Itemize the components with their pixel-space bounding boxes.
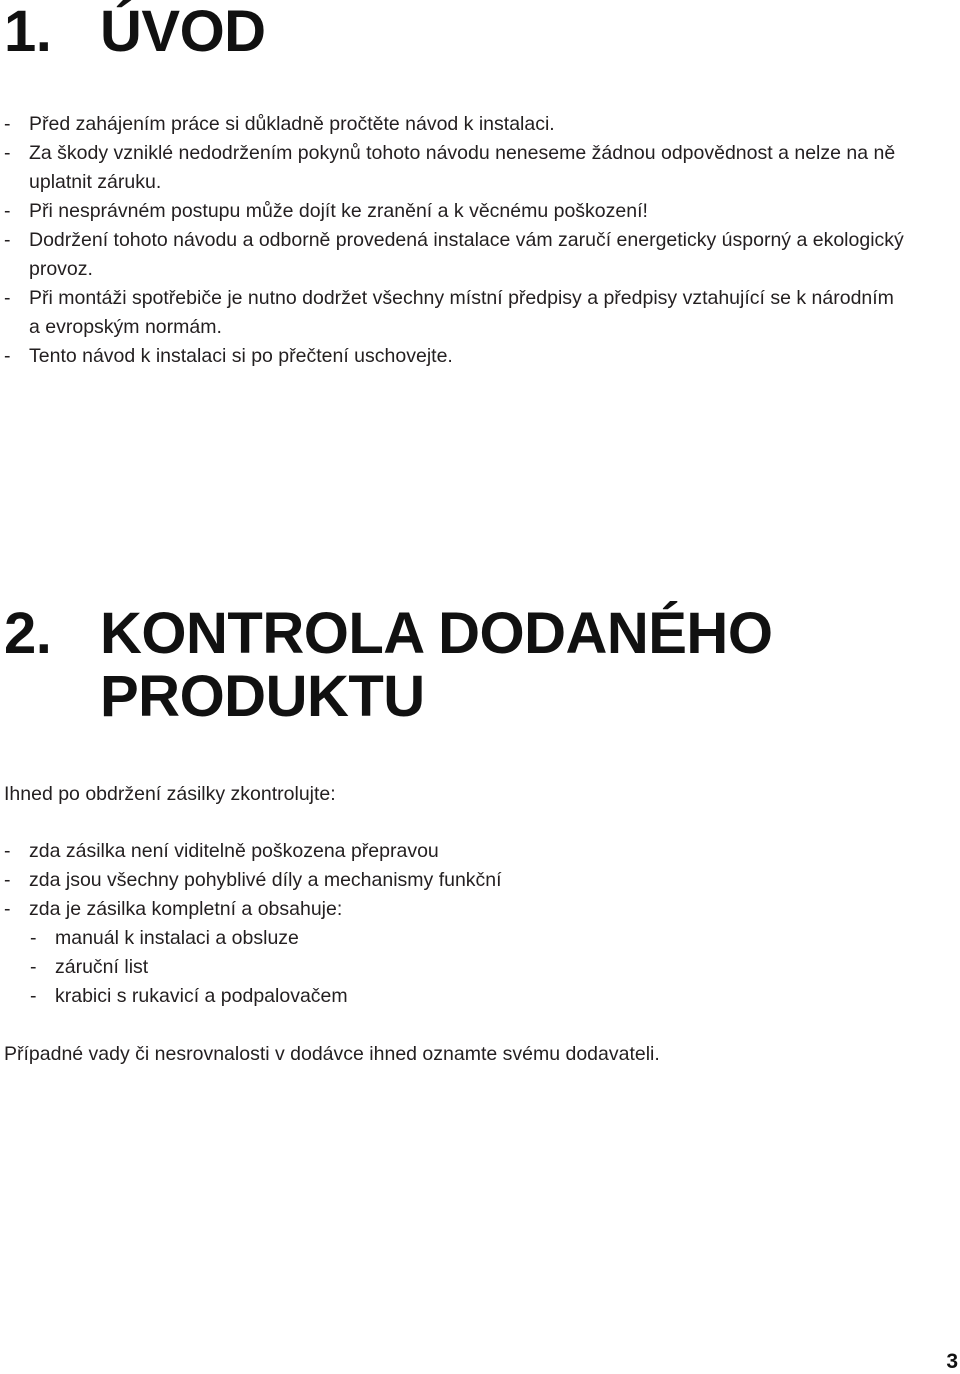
section-1-number: 1. [4,0,52,64]
section-1-title: ÚVOD [100,0,266,64]
list-item-text: Tento návod k instalaci si po přečtení uschovejte. [29,345,453,367]
check-list [4,837,904,1011]
list-item-text: Dodržení tohoto návodu a odborně provedená instalace vám zaručí energeticky úsporný a ekologický provoz. [29,229,904,280]
list-item-text: zda zásilka není viditelně poškozena přepravou [29,840,439,862]
list-item-text: Za škody vzniklé nedodržením pokynů tohoto návodu neneseme žádnou odpovědnost a nelze na ně uplatnit záruku. [29,142,896,193]
list-item [4,197,904,226]
list-dash: - [4,142,11,164]
list-item [4,110,904,139]
list-item [4,866,904,895]
list-item [4,895,904,924]
sub-list-item [4,924,904,953]
sub-list-item-text: manuál k instalaci a obsluze [55,927,299,949]
check-intro-text: Ihned po obdržení zásilky zkontrolujte: [4,783,336,805]
list-item [4,139,904,197]
list-dash: - [30,927,37,949]
list-item-text: zda je zásilka kompletní a obsahuje: [29,898,343,920]
list-item-text: Před zahájením práce si důkladně pročtěte návod k instalaci. [29,113,555,135]
section-1-heading [4,0,266,63]
list-item-text: Při montáži spotřebiče je nutno dodržet všechny místní předpisy a předpisy vztahující se k národním a evropským normám. [29,287,894,338]
sub-list-item-text: záruční list [55,956,149,978]
list-item [4,284,904,342]
list-dash: - [4,345,11,367]
list-item-text: Při nesprávném postupu může dojít ke zranění a k věcnému poškození! [29,200,648,222]
list-dash: - [4,287,11,309]
section-2-heading [4,602,772,728]
list-dash: - [30,956,37,978]
intro-list [4,110,904,371]
closing-text: Případné vady či nesrovnalosti v dodávce ihned oznamte svému dodavateli. [4,1043,660,1065]
sub-list-item [4,953,904,982]
list-dash: - [4,898,11,920]
list-item-text: zda jsou všechny pohyblivé díly a mechanismy funkční [29,869,502,891]
list-dash: - [4,840,11,862]
list-item [4,837,904,866]
list-dash: - [4,229,11,251]
list-item [4,226,904,284]
section-2-title-line-1: KONTROLA DODANÉHO [100,601,773,666]
section-2-title-line-2: PRODUKTU [100,664,425,729]
list-dash: - [4,200,11,222]
list-dash: - [4,113,11,135]
sub-list-item-text: krabici s rukavicí a podpalovačem [55,985,348,1007]
list-item [4,342,904,371]
sub-list-item [4,982,904,1011]
list-dash: - [4,869,11,891]
section-2-number: 2. [4,601,52,666]
list-dash: - [30,985,37,1007]
page-number: 3 [946,1350,958,1373]
